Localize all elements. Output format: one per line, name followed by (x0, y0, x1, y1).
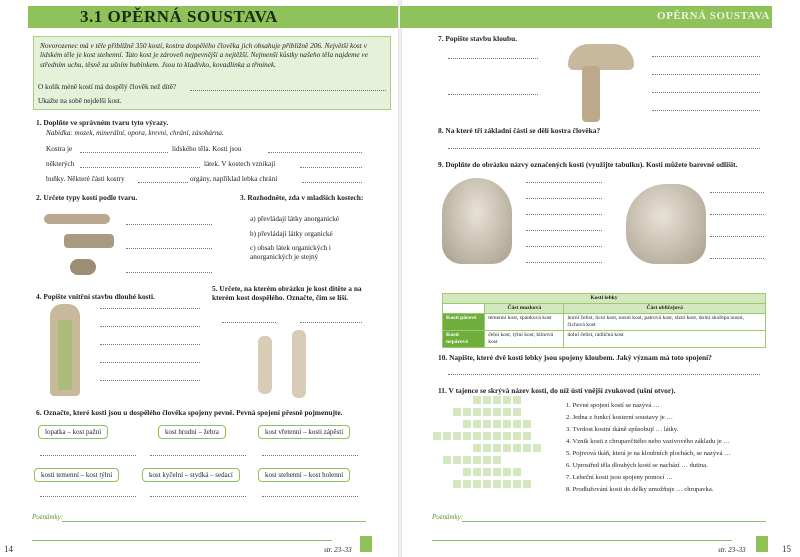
skull-bones-table (442, 293, 766, 348)
crossword-cell[interactable] (522, 479, 532, 489)
page-ref: str. 23–33 (718, 546, 746, 554)
crossword-cell[interactable] (502, 431, 512, 441)
q1-line2b: látek. V kostech vznikají (204, 160, 276, 168)
right-page (400, 0, 800, 557)
answer-line[interactable] (100, 308, 200, 309)
q1-line1b: lidského těla. Kosti jsou (172, 145, 242, 153)
intro-question-2: Ukažte na sobě nejdelší kost. (38, 97, 122, 105)
crossword-cell[interactable] (512, 443, 522, 453)
notes-label: Poznámky: (32, 513, 64, 521)
answer-line[interactable] (710, 214, 764, 215)
crossword-cell[interactable] (492, 479, 502, 489)
bone-pair-box[interactable]: kost vřetenní – kosti zápěstí (258, 425, 350, 439)
crossword-cell[interactable] (442, 431, 452, 441)
crossword-cell[interactable] (462, 419, 472, 429)
crossword-cell[interactable] (472, 479, 482, 489)
question-4: 4. Popište vnitřní stavbu dlouhé kosti. (36, 292, 155, 301)
answer-line[interactable] (126, 248, 212, 249)
answer-line[interactable] (526, 182, 602, 183)
adult-bone-image (292, 330, 306, 398)
question-1-hint: Nabídka: mozek, minerální, opora, krevní, chrání, zásobárna. (46, 129, 224, 137)
crossword-clue: 5. Pojivová tkáň, která je na kloubních plochách, se nazývá … (566, 450, 731, 457)
crossword-cell[interactable] (502, 419, 512, 429)
crossword-cell[interactable] (502, 443, 512, 453)
answer-line[interactable] (652, 110, 760, 111)
answer-line[interactable] (448, 148, 760, 149)
crossword-cell[interactable] (462, 431, 472, 441)
crossword-clue: 3. Tvrdost kostní tkáně způsobují … látky. (566, 426, 679, 433)
table-cell: čelní kost, týlní kost, klínová kost (485, 331, 564, 348)
crossword-cell[interactable] (452, 479, 462, 489)
crossword-cell[interactable] (482, 455, 492, 465)
answer-line[interactable] (526, 230, 602, 231)
crossword-cell[interactable] (482, 407, 492, 417)
header-label: OPĚRNÁ SOUSTAVA (657, 10, 770, 22)
answer-line[interactable] (652, 92, 760, 93)
question-1: 1. Doplňte ve správném tvaru tyto výrazy. (36, 118, 169, 127)
crossword-cell[interactable] (472, 467, 482, 477)
crossword-cell[interactable] (462, 407, 472, 417)
table-col-2: Část obličejová (564, 304, 766, 314)
question-10: 10. Napište, které dvě kosti lebky jsou spojeny kloubem. Jaký význam má toto spojení? (438, 353, 712, 362)
q3-option-c[interactable]: c) obsah látek organických i anorganických je stejný (250, 244, 331, 261)
table-cell: temenní kost, spánková kost (485, 314, 564, 331)
answer-line[interactable] (268, 152, 362, 153)
crossword-cell[interactable] (462, 467, 472, 477)
short-bone-image (70, 259, 96, 275)
crossword-cell[interactable] (492, 431, 502, 441)
joint-head-image (568, 44, 634, 70)
crossword-cell[interactable] (472, 395, 482, 405)
crossword-cell[interactable] (532, 443, 542, 453)
answer-line[interactable] (262, 455, 358, 456)
crossword-cell[interactable] (522, 443, 532, 453)
intro-text: Novorozenec má v těle přibližně 350 kostí, kostra dospělého člověka jich obsahuje přibližně 206. Největší kost v lidském těle je kost stehenní. Tato kost je zároveň nejpevnější a nejtěžší. Nejmenší kůstky našeho těla najdeme ve středním uchu, těsně za ušním bubínkem. Jsou to kladívko, kovadlinka a třmínek. (40, 41, 368, 69)
answer-line[interactable] (190, 90, 386, 91)
crossword-cell[interactable] (482, 419, 492, 429)
answer-line[interactable] (300, 167, 362, 168)
crossword-cell[interactable] (472, 419, 482, 429)
crossword-cell[interactable] (482, 443, 492, 453)
q1-line3a: buňky. Některé části kostry (46, 175, 125, 183)
answer-line[interactable] (526, 246, 602, 247)
question-9: 9. Doplňte do obrázku názvy označených kostí (využijte tabulku). Kosti můžete barevně odlišit. (438, 160, 738, 169)
crossword-cell[interactable] (512, 467, 522, 477)
crossword-cell[interactable] (502, 395, 512, 405)
answer-line[interactable] (526, 262, 602, 263)
bone-pair-box[interactable]: kost stehenní – kost holenní (258, 468, 350, 482)
answer-line[interactable] (138, 182, 188, 183)
answer-line[interactable] (80, 152, 168, 153)
table-cell: dolní čelist, radličná kost (564, 331, 766, 348)
child-bone-image (258, 336, 272, 394)
corner-mark (360, 536, 372, 552)
answer-line[interactable] (300, 322, 362, 323)
answer-line[interactable] (100, 326, 200, 327)
corner-mark (756, 536, 768, 552)
crossword-cell[interactable] (482, 395, 492, 405)
crossword-cell[interactable] (502, 479, 512, 489)
bone-pair-box[interactable]: kosti temenní – kost týlní (34, 468, 119, 482)
bone-pair-box[interactable]: kost kyčelní – stydká – sedací (142, 468, 240, 482)
marrow-cavity-image (58, 320, 72, 390)
crossword-clue: 8. Prodlužování kosti do délky umožňuje … chrupavka. (566, 486, 714, 493)
crossword-clue: 6. Uprostřed těla dlouhých kostí se nachází … dutina. (566, 462, 708, 469)
chapter-title: 3.1 OPĚRNÁ SOUSTAVA (80, 7, 278, 26)
answer-line[interactable] (262, 496, 358, 497)
table-row-head: Kosti párové (443, 314, 485, 331)
intro-question-1: O kolik méně kostí má dospělý člověk než dítě? (38, 83, 177, 91)
crossword-cell[interactable] (492, 407, 502, 417)
q1-line2a: některých (46, 160, 75, 168)
answer-line[interactable] (222, 322, 276, 323)
notes-line[interactable] (432, 540, 732, 541)
crossword-clue: 2. Jedna z funkcí kosterní soustavy je … (566, 414, 673, 421)
page-ref: str. 23–33 (324, 546, 352, 554)
crossword-cell[interactable] (472, 431, 482, 441)
crossword-grid[interactable] (432, 395, 552, 495)
crossword-cell[interactable] (492, 443, 502, 453)
table-corner (443, 304, 485, 314)
answer-line[interactable] (80, 167, 200, 168)
question-5: 5. Určete, na kterém obrázku je kost dítěte a na kterém kost dospělého. Označte, čím se liší. (212, 284, 362, 302)
answer-line[interactable] (40, 455, 136, 456)
q1-line1a: Kostra je (46, 145, 73, 153)
crossword-cell[interactable] (512, 419, 522, 429)
answer-line[interactable] (710, 258, 764, 259)
crossword-cell[interactable] (462, 455, 472, 465)
crossword-cell[interactable] (492, 419, 502, 429)
table-cell: horní čelist, lícní kost, nosní kost, patrová kost, slzní kost, dolní skořepa nosní, čichová kost (564, 314, 766, 331)
joint-shaft-image (582, 66, 600, 122)
answer-line[interactable] (448, 374, 760, 375)
crossword-cell[interactable] (512, 431, 522, 441)
answer-line[interactable] (710, 192, 764, 193)
answer-line[interactable] (126, 224, 212, 225)
long-bone-image (44, 214, 110, 224)
answer-line[interactable] (526, 198, 602, 199)
crossword-clue: 4. Vznik kosti z chrupavčitého nebo vazivového základu je … (566, 438, 730, 445)
q3-option-a[interactable]: a) převládají látky anorganické (250, 215, 340, 223)
question-6: 6. Označte, které kosti jsou u dospělého člověka spojeny pevně. Pevná spojení přesně pojmenujte. (36, 408, 343, 417)
question-8: 8. Na které tři základní části se dělí kostra člověka? (438, 126, 601, 135)
crossword-cell[interactable] (432, 431, 442, 441)
question-2: 2. Určete typy kostí podle tvaru. (36, 193, 138, 202)
table-row-head: Kosti nepárové (443, 331, 485, 348)
notes-line[interactable] (62, 521, 366, 522)
crossword-cell[interactable] (522, 431, 532, 441)
answer-line[interactable] (652, 56, 760, 57)
crossword-cell[interactable] (452, 455, 462, 465)
crossword-cell[interactable] (492, 467, 502, 477)
crossword-cell[interactable] (482, 479, 492, 489)
answer-line[interactable] (100, 362, 200, 363)
crossword-cell[interactable] (482, 431, 492, 441)
answer-line[interactable] (100, 380, 200, 381)
question-3: 3. Rozhodněte, zda v mladších kostech: (240, 193, 364, 202)
answer-line[interactable] (448, 94, 538, 95)
answer-line[interactable] (126, 272, 212, 273)
answer-line[interactable] (100, 344, 200, 345)
crossword-cell[interactable] (472, 455, 482, 465)
q1-line3b: orgány, například lebka chrání (190, 175, 278, 183)
crossword-cell[interactable] (492, 395, 502, 405)
crossword-clue: 1. Pevné spojení kostí se nazývá … (566, 402, 660, 409)
skull-side-image (626, 184, 706, 264)
crossword-cell[interactable] (452, 407, 462, 417)
notes-line[interactable] (32, 540, 332, 541)
crossword-cell[interactable] (502, 407, 512, 417)
table-col-1: Část mozková (485, 304, 564, 314)
answer-line[interactable] (150, 496, 246, 497)
crossword-cell[interactable] (512, 395, 522, 405)
answer-line[interactable] (526, 214, 602, 215)
crossword-cell[interactable] (512, 407, 522, 417)
skull-front-image (442, 178, 512, 264)
notes-label: Poznámky: (432, 513, 464, 521)
answer-line[interactable] (652, 74, 760, 75)
answer-line[interactable] (40, 496, 136, 497)
crossword-cell[interactable] (522, 419, 532, 429)
crossword-cell[interactable] (452, 431, 462, 441)
crossword-cell[interactable] (462, 479, 472, 489)
page-number: 14 (4, 544, 13, 554)
q3-option-b[interactable]: b) převládají látky organické (250, 230, 333, 238)
answer-line[interactable] (710, 236, 764, 237)
answer-line[interactable] (150, 455, 246, 456)
answer-line[interactable] (302, 182, 362, 183)
notes-line[interactable] (462, 521, 766, 522)
crossword-cell[interactable] (502, 467, 512, 477)
crossword-clue: 7. Lebeční kosti jsou spojeny pomocí … (566, 474, 673, 481)
answer-line[interactable] (448, 58, 538, 59)
bone-pair-box[interactable]: lopatka – kost pažní (38, 425, 108, 439)
question-11: 11. V tajence se skrývá název kosti, do níž ústí vnější zvukovod (ušní otvor). (438, 386, 676, 395)
page-number: 15 (782, 544, 791, 554)
crossword-cell[interactable] (482, 467, 492, 477)
crossword-cell[interactable] (442, 455, 452, 465)
table-title: Kosti lebky (443, 294, 766, 304)
flat-bone-image (64, 234, 114, 248)
crossword-cell[interactable] (472, 407, 482, 417)
bone-pair-box[interactable]: kost hrudní – žebra (158, 425, 226, 439)
crossword-cell[interactable] (512, 479, 522, 489)
crossword-cell[interactable] (492, 455, 502, 465)
question-7: 7. Popište stavbu kloubu. (438, 34, 518, 43)
crossword-cell[interactable] (472, 443, 482, 453)
